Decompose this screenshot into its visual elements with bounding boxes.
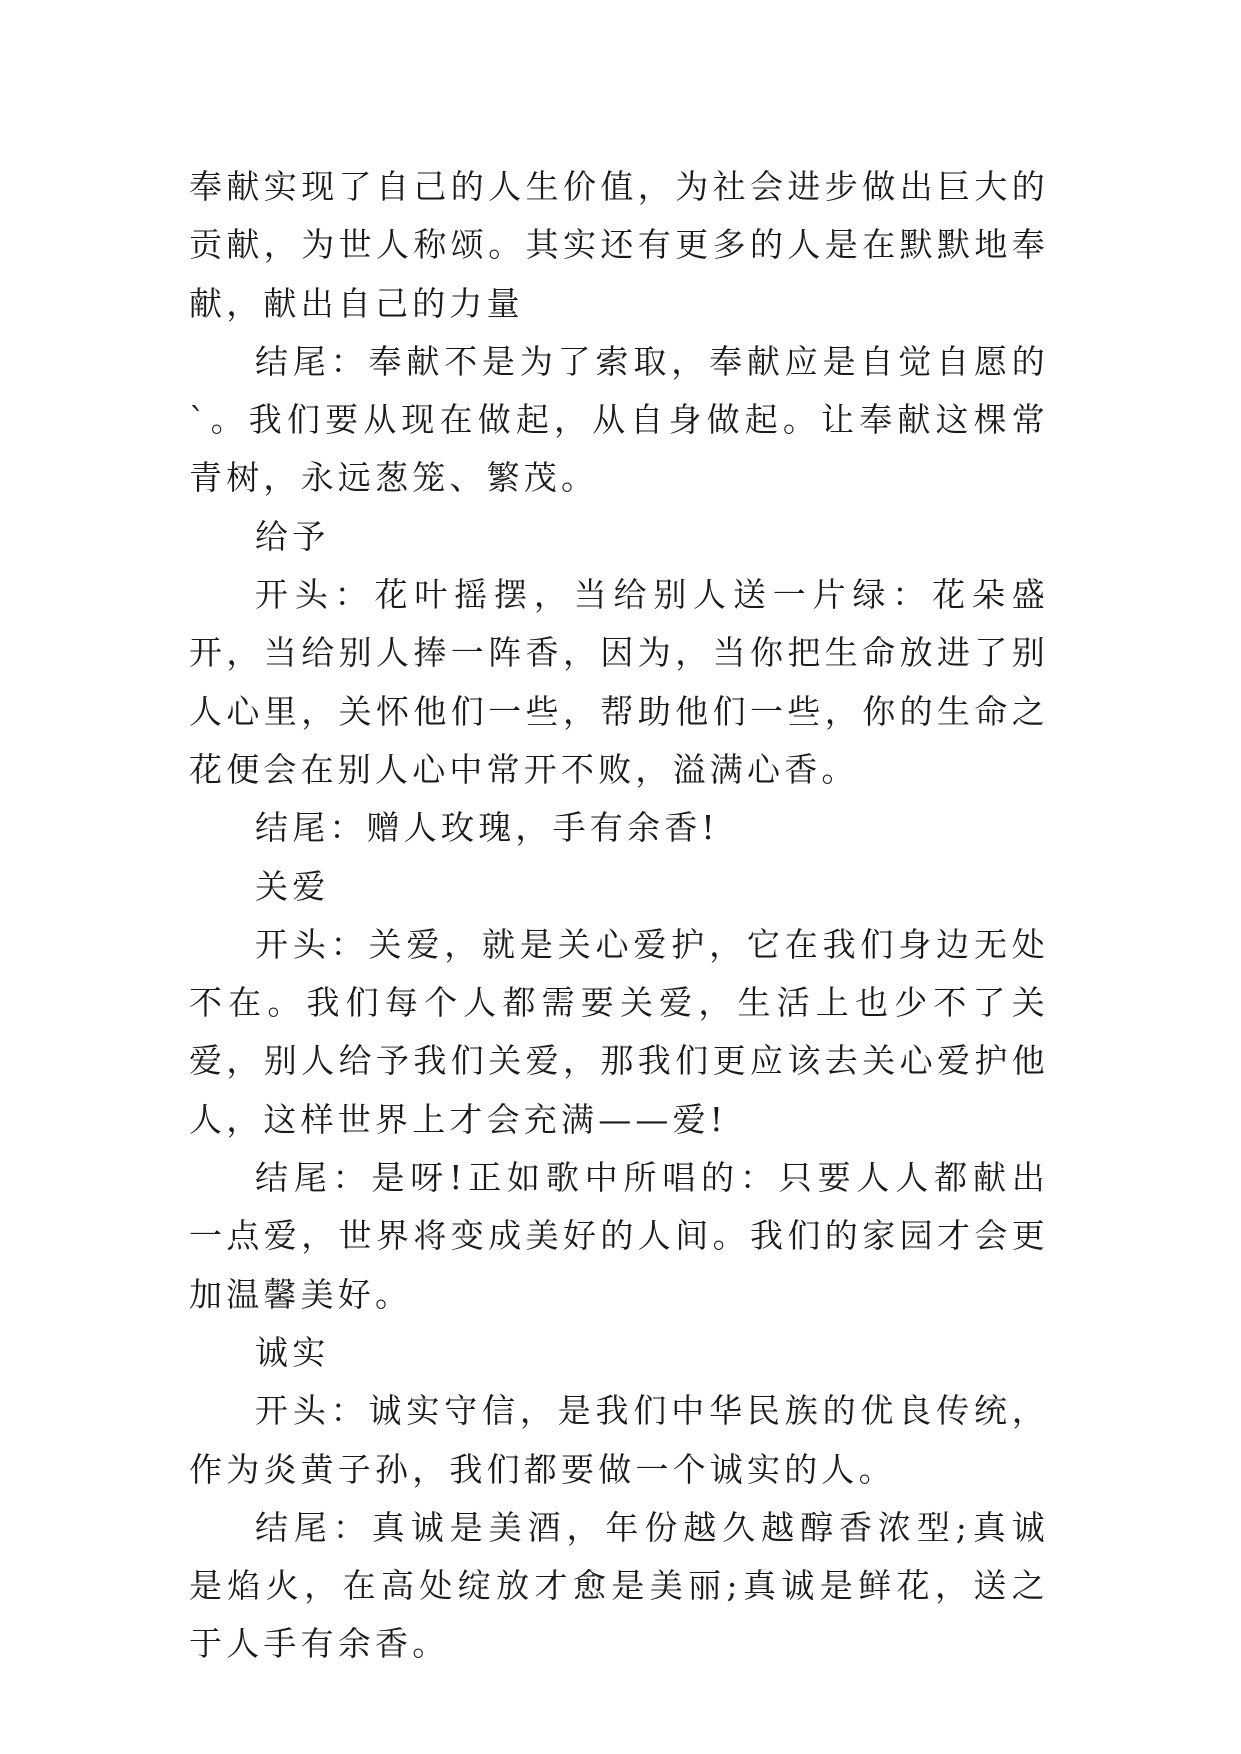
paragraph-giving-conclusion: 结尾：赠人玫瑰，手有余香! — [255, 808, 719, 848]
paragraph-care-opening: 开头：关爱，就是关心爱护，它在我们身边无处不在。我们每个人都需要关爱，生活上也少不了关爱，别人给予我们关爱，那我们更应该去关心爱护他人，这样世界上才会充满——爱! — [189, 924, 1049, 1139]
paragraph-dedication-conclusion: 结尾：奉献不是为了索取，奉献应是自觉自愿的`。我们要从现在做起，从自身做起。让奉献这棵常青树，永远葱笼、繁茂。 — [189, 341, 1049, 498]
paragraph-honesty-conclusion: 结尾：真诚是美酒，年份越久越醇香浓型;真诚是焰火，在高处绽放才愈是美丽;真诚是鲜花，送之于人手有余香。 — [189, 1507, 1049, 1664]
document-page — [189, 158, 1049, 1674]
paragraph-dedication-ending-continued: 奉献实现了自己的人生价值，为社会进步做出巨大的贡献，为世人称颂。其实还有更多的人是在默默地奉献，献出自己的力量 — [189, 167, 1049, 323]
paragraph-giving-opening: 开头：花叶摇摆，当给别人送一片绿：花朵盛开，当给别人捧一阵香，因为，当你把生命放进了别人心里，关怀他们一些，帮助他们一些，你的生命之花便会在别人心中常开不败，溢满心香。 — [189, 575, 1049, 789]
section-heading-care: 关爱 — [255, 866, 330, 906]
section-heading-honesty: 诚实 — [255, 1332, 330, 1372]
paragraph-honesty-opening: 开头：诚实守信，是我们中华民族的优良传统，作为炎黄子孙，我们都要做一个诚实的人。 — [189, 1391, 1049, 1489]
paragraph-care-conclusion: 结尾：是呀!正如歌中所唱的：只要人人都献出一点爱，世界将变成美好的人间。我们的家园才会更加温馨美好。 — [189, 1158, 1049, 1314]
section-heading-giving: 给予 — [255, 516, 330, 556]
